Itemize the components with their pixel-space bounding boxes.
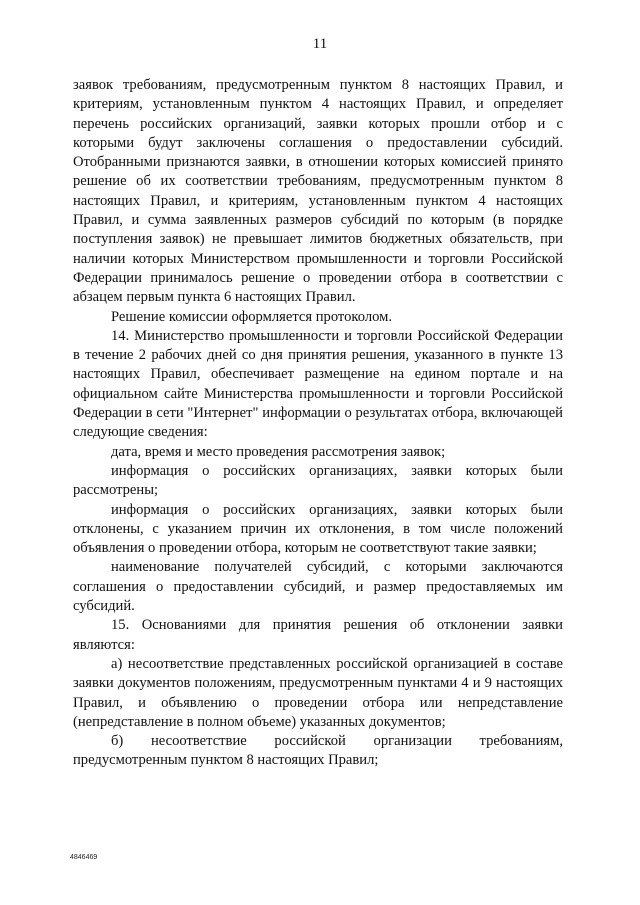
document-body: [73, 76, 563, 771]
paragraph-item-14: 14. Министерство промышленности и торговли Российской Федерации в течение 2 рабочих дней со дня принятия решения, указанного в пункте 13 настоящих Правил, обеспечивает размещение на едином портале и на официальном сайте Министерства промышленности и торговли Российской Федерации в сети "Интернет" информации о результатах отбора, включающей следующие сведения:: [73, 327, 563, 441]
paragraph-item-15a: а) несоответствие представленных российской организацией в составе заявки документов положениям, предусмотренным пунктами 4 и 9 настоящих Правил, и объявлению о проведении отбора или непредставление (непредставление в полном объеме) указанных документов;: [73, 655, 563, 730]
paragraph-info-recipients: наименование получателей субсидий, с которыми заключаются соглашения о предоставлении субсидий, и размер предоставляемых им субсидий.: [73, 559, 563, 615]
document-code: 4846469: [70, 854, 98, 861]
paragraph-item-15b: б) несоответствие российской организации требованиям, предусмотренным пунктом 8 настоящих Правил;: [73, 733, 563, 769]
paragraph-protocol: Решение комиссии оформляется протоколом.: [111, 308, 393, 325]
paragraph-selection-result: заявок требованиям, предусмотренным пунктом 8 настоящих Правил, и критериям, установленным пунктом 4 настоящих Правил, и определяет перечень российских организаций, заявки которых прошли отбор и с которыми будут заключены соглашения о предоставлении субсидий. Отобранными признаются заявки, в отношении которых комиссией принято решение об их соответствии требованиям, предусмотренным пунктом 8 настоящих Правил, и критериям, установленным пунктом 4 настоящих Правил, и сумма заявленных размеров субсидий по которым (в порядке поступления заявок) не превышает лимитов бюджетных обязательств, при наличии которых Министерством промышленности и торговли Российской Федерации принималось решение о проведении отбора в соответствии с абзацем первым пункта 6 настоящих Правил.: [73, 77, 563, 306]
paragraph-info-date: дата, время и место проведения рассмотрения заявок;: [111, 443, 446, 460]
paragraph-info-considered: информация о российских организациях, заявки которых были рассмотрены;: [73, 462, 563, 499]
paragraph-info-rejected: информация о российских организациях, заявки которых были отклонены, с указанием причин их отклонения, в том числе положений объявления о проведении отбора, которым не соответствуют такие заявки;: [73, 501, 563, 557]
page-number: 11: [312, 36, 328, 52]
paragraph-item-15: 15. Основаниями для принятия решения об отклонении заявки являются:: [73, 617, 563, 653]
